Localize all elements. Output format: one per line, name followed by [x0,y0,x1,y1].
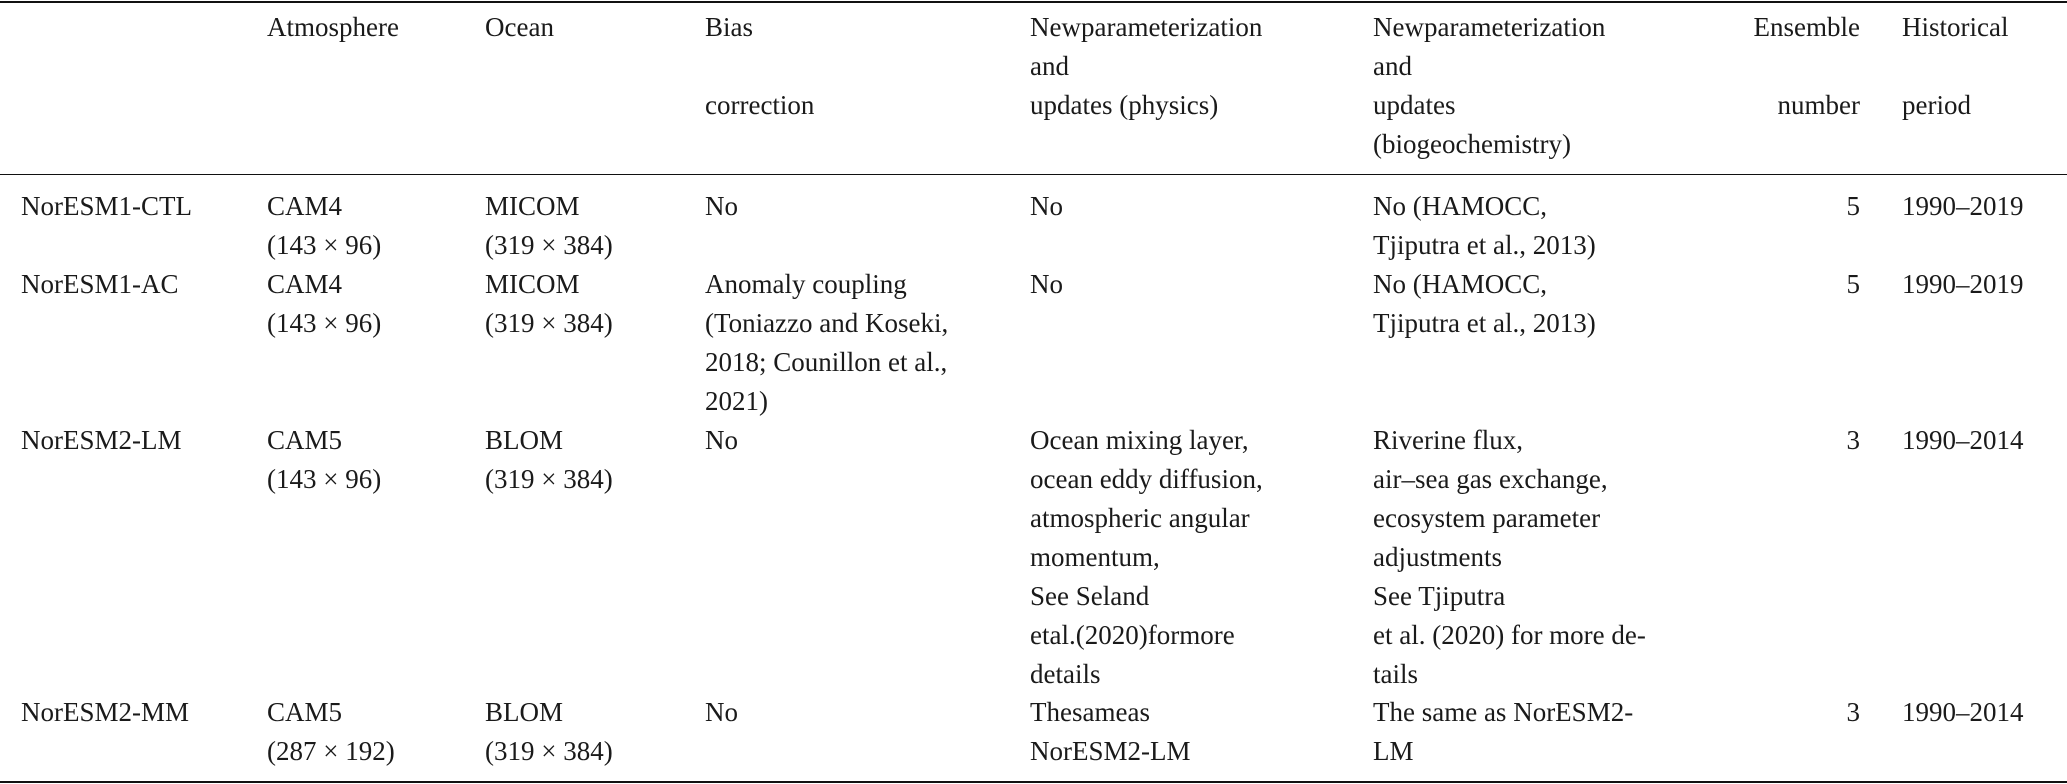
row-1-ensemble-number: 5 [1846,191,1860,221]
row-2-bgc-updates: No (HAMOCC, Tjiputra et al., 2013) [1373,269,1596,338]
row-4-atmosphere: CAM5 (287 × 192) [267,697,395,766]
table-top-rule [0,1,2067,3]
row-1-atmosphere: CAM4 (143 × 96) [267,191,382,260]
header-biogeochemistry-updates: Newparameterization and updates (biogeochemistry) [1373,8,1690,164]
row-2-atmosphere: CAM4 (143 × 96) [267,269,382,338]
header-ensemble-number: Ensemble number [1753,12,1860,120]
header-physics-updates: Newparameterization and updates (physics) [1030,8,1330,125]
row-4-bgc-updates: The same as NorESM2- LM [1373,697,1634,766]
row-2-bias-correction: Anomaly coupling (Toniazzo and Koseki, 2018; Counillon et al., 2021) [705,269,949,416]
row-3-bias-correction: No [705,425,738,455]
header-ocean: Ocean [485,12,554,42]
row-1-model: NorESM1-CTL [21,191,192,221]
row-2-historical-period: 1990–2019 [1902,269,2024,299]
header-bgc-line-1: Newparameterization [1373,12,1606,42]
row-3-model: NorESM2-LM [21,425,182,455]
row-4-historical-period: 1990–2014 [1902,697,2024,727]
header-atmosphere: Atmosphere [267,12,399,42]
table-header-rule [0,174,2067,175]
row-2-ocean: MICOM (319 × 384) [485,269,613,338]
row-3-historical-period: 1990–2014 [1902,425,2024,455]
row-4-ocean: BLOM (319 × 384) [485,697,613,766]
row-3-atmosphere: CAM5 (143 × 96) [267,425,382,494]
header-bias-correction: Bias correction [705,12,815,120]
row-4-physics-justified-line: Thesameas [1030,697,1150,727]
row-1-historical-period: 1990–2019 [1902,191,2024,221]
row-3-bgc-updates: Riverine flux, air–sea gas exchange, ecosystem parameter adjustments See Tjiputra et al. (2020) for more de- tails [1373,425,1646,689]
row-1-ocean: MICOM (319 × 384) [485,191,613,260]
row-1-bias-correction: No [705,191,738,221]
row-3-ensemble-number: 3 [1846,425,1860,455]
row-1-physics-updates: No [1030,191,1063,221]
row-2-ensemble-number: 5 [1846,269,1860,299]
row-2-model: NorESM1-AC [21,269,179,299]
row-4-physics-updates: Thesameas NorESM2-LM [1030,693,1330,771]
row-4-bias-correction: No [705,697,738,727]
row-2-physics-updates: No [1030,269,1063,299]
header-physics-line-1: Newparameterization [1030,12,1263,42]
row-3-ocean: BLOM (319 × 384) [485,425,613,494]
row-1-bgc-updates: No (HAMOCC, Tjiputra et al., 2013) [1373,191,1596,260]
row-4-model: NorESM2-MM [21,697,190,727]
table-bottom-rule [0,781,2067,783]
row-3-physics-justified-line: etal.(2020)formore [1030,620,1235,650]
header-historical-period: Historical period [1902,12,2009,120]
row-3-physics-updates: Ocean mixing layer, ocean eddy diffusion, atmospheric angular momentum, See Seland etal.(2020)formore details [1030,421,1330,694]
row-4-ensemble-number: 3 [1846,697,1860,727]
